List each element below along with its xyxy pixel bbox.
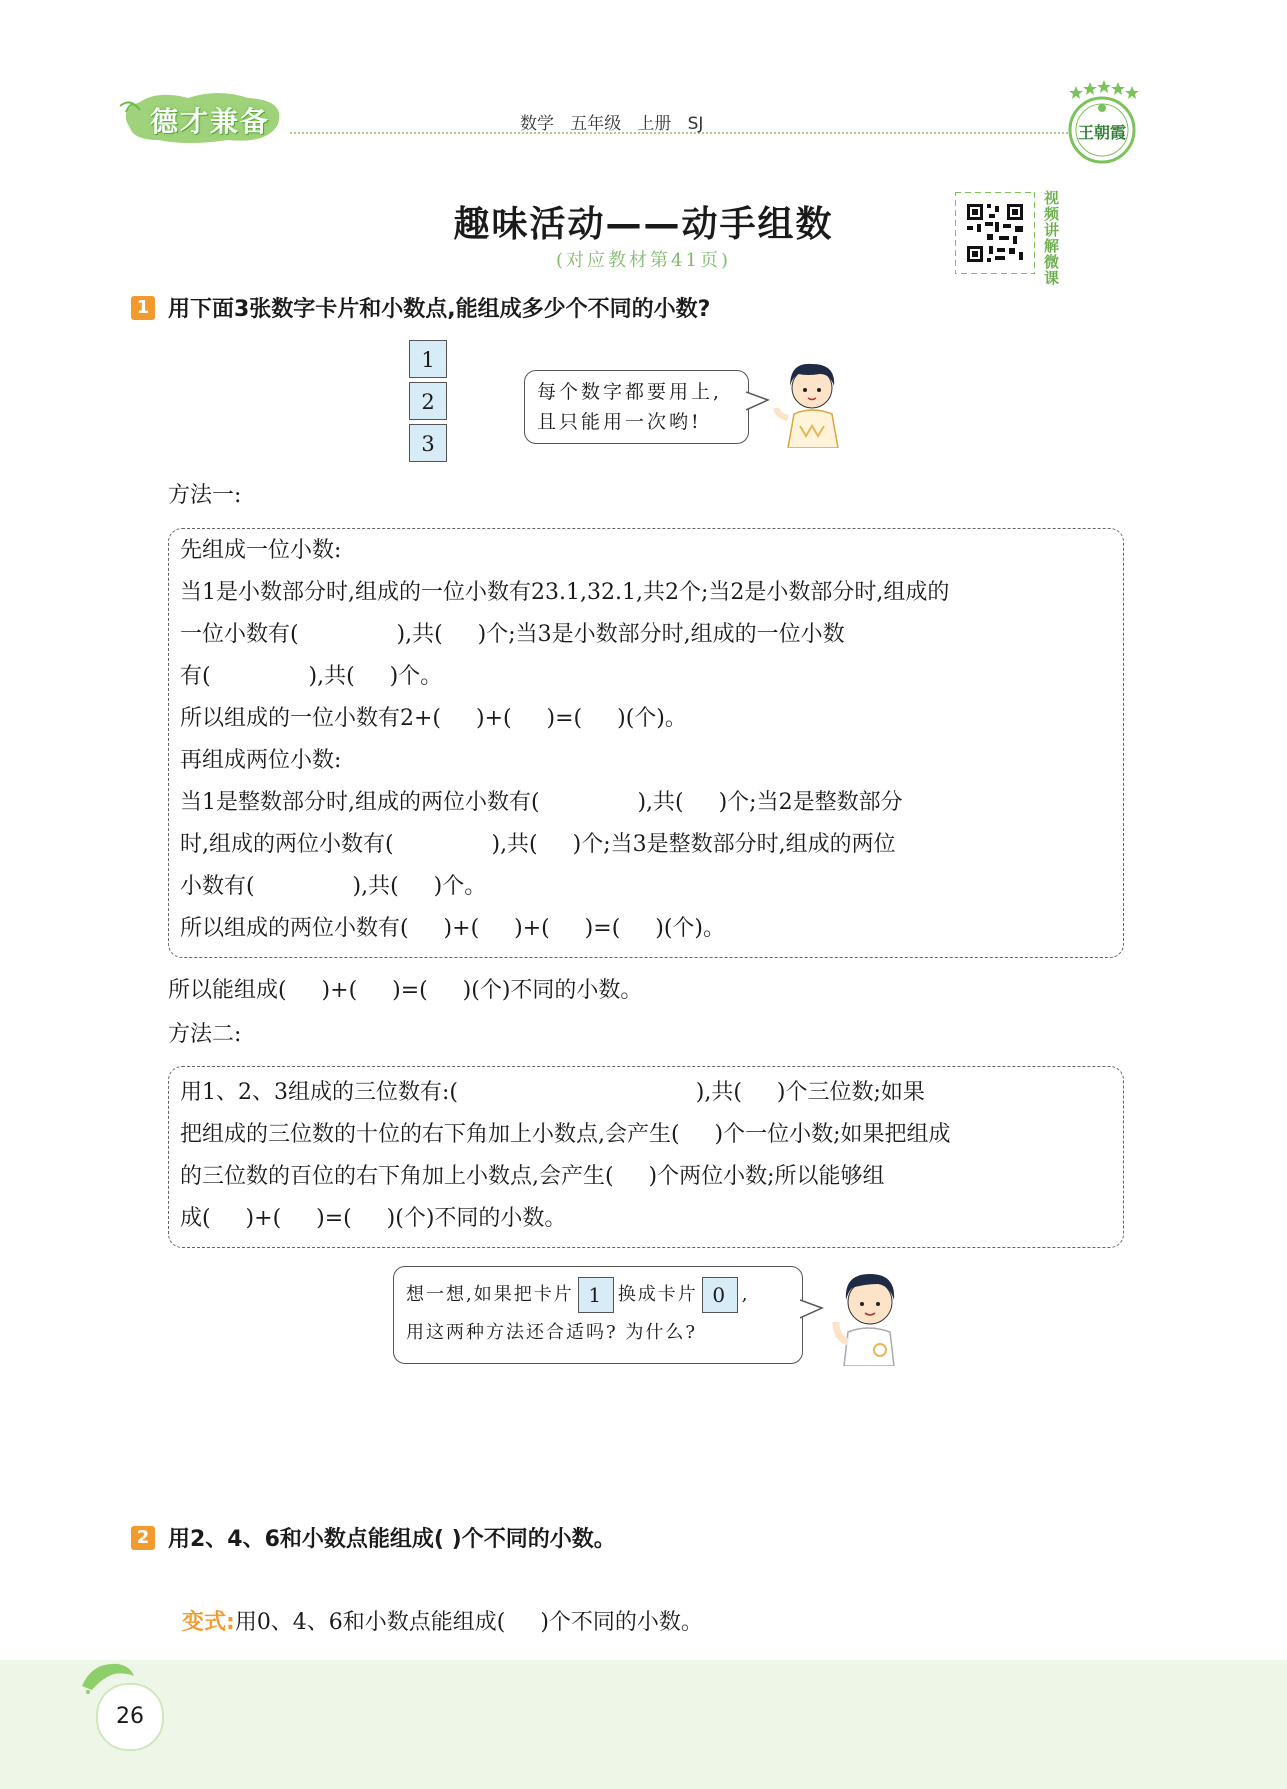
think-line-1	[406, 1275, 790, 1315]
variant-text: 用0、4、6和小数点能组成( )个不同的小数。	[234, 1610, 703, 1635]
digit-card-1: 1	[409, 340, 447, 378]
method-2-line: 的三位数的百位的右下角加上小数点,会产生( )个两位小数;所以能够组	[180, 1164, 885, 1189]
method-1-line: 小数有( ),共( )个。	[180, 874, 487, 899]
variant-line	[168, 1560, 703, 1635]
method-2-label: 方法二:	[168, 1022, 242, 1047]
method-2-line: 把组成的三位数的十位的右下角加上小数点,会产生( )个一位小数;如果把组成	[180, 1122, 951, 1147]
question-number-2: 2	[131, 1526, 155, 1550]
method-1-total: 所以能组成( )+( )=( )(个)不同的小数。	[168, 978, 643, 1003]
think-text-3: ,	[741, 1284, 750, 1305]
method-1-line: 所以组成的一位小数有2+( )+( )=( )(个)。	[180, 706, 687, 731]
method-1-line: 再组成两位小数:	[180, 748, 342, 773]
hint-bubble	[524, 370, 749, 444]
bubble-tail	[746, 390, 770, 414]
page-title: 趣味活动——动手组数	[453, 204, 834, 245]
boy-character-icon	[772, 352, 852, 448]
method-1-line: 先组成一位小数:	[180, 538, 342, 563]
think-text-2: 换成卡片	[617, 1284, 698, 1305]
hint-line-1: 每个数字都要用上,	[537, 381, 723, 403]
question-2-text: 用2、4、6和小数点能组成( )个不同的小数。	[168, 1527, 616, 1552]
variant-label: 变式:	[182, 1610, 235, 1635]
method-1-content	[180, 530, 949, 950]
think-card-0: 0	[702, 1277, 738, 1313]
seal-text: 王朝霞	[1077, 123, 1127, 142]
method-1-line: 一位小数有( ),共( )个;当3是小数部分时,组成的一位小数	[180, 622, 845, 647]
digit-card-3: 3	[409, 424, 447, 462]
method-1-line: 当1是小数部分时,组成的一位小数有23.1,32.1,共2个;当2是小数部分时,组成的	[180, 580, 950, 605]
think-card-1: 1	[578, 1277, 614, 1313]
think-line-2: 用这两种方法还合适吗? 为什么?	[406, 1322, 698, 1343]
method-1-line: 所以组成的两位小数有( )+( )+( )=( )(个)。	[180, 916, 725, 941]
footer-band	[0, 1660, 1287, 1789]
qr-code[interactable]	[955, 192, 1035, 274]
method-1-line: 时,组成的两位小数有( ),共( )个;当3是整数部分时,组成的两位	[180, 832, 896, 857]
digit-card-2: 2	[409, 382, 447, 420]
question-number-1: 1	[131, 296, 155, 320]
hint-line-2: 且只能用一次哟!	[537, 411, 702, 433]
method-1-line: 有( ),共( )个。	[180, 664, 443, 689]
page-number: 26	[96, 1683, 164, 1751]
method-1-label: 方法一:	[168, 483, 242, 508]
textbook-reference: (对应教材第41页)	[556, 250, 731, 271]
method-2-content	[180, 1072, 951, 1240]
method-2-line: 成( )+( )=( )(个)不同的小数。	[180, 1206, 567, 1231]
think-bubble-tail	[800, 1298, 824, 1322]
think-text-1: 想一想,如果把卡片	[406, 1284, 574, 1305]
question-1-text: 用下面3张数字卡片和小数点,能组成多少个不同的小数?	[168, 297, 711, 322]
think-bubble	[393, 1266, 803, 1364]
author-seal	[1062, 78, 1142, 170]
qr-label: 视频讲解微课	[1044, 189, 1060, 287]
brand-name: 德才兼备	[150, 105, 271, 138]
subject-line: 数学 五年级 上册 SJ	[520, 114, 704, 134]
method-2-line: 用1、2、3组成的三位数有:( ),共( )个三位数;如果	[180, 1080, 925, 1105]
thinking-boy-icon	[828, 1262, 908, 1366]
method-1-line: 当1是整数部分时,组成的两位小数有( ),共( )个;当2是整数部分	[180, 790, 903, 815]
